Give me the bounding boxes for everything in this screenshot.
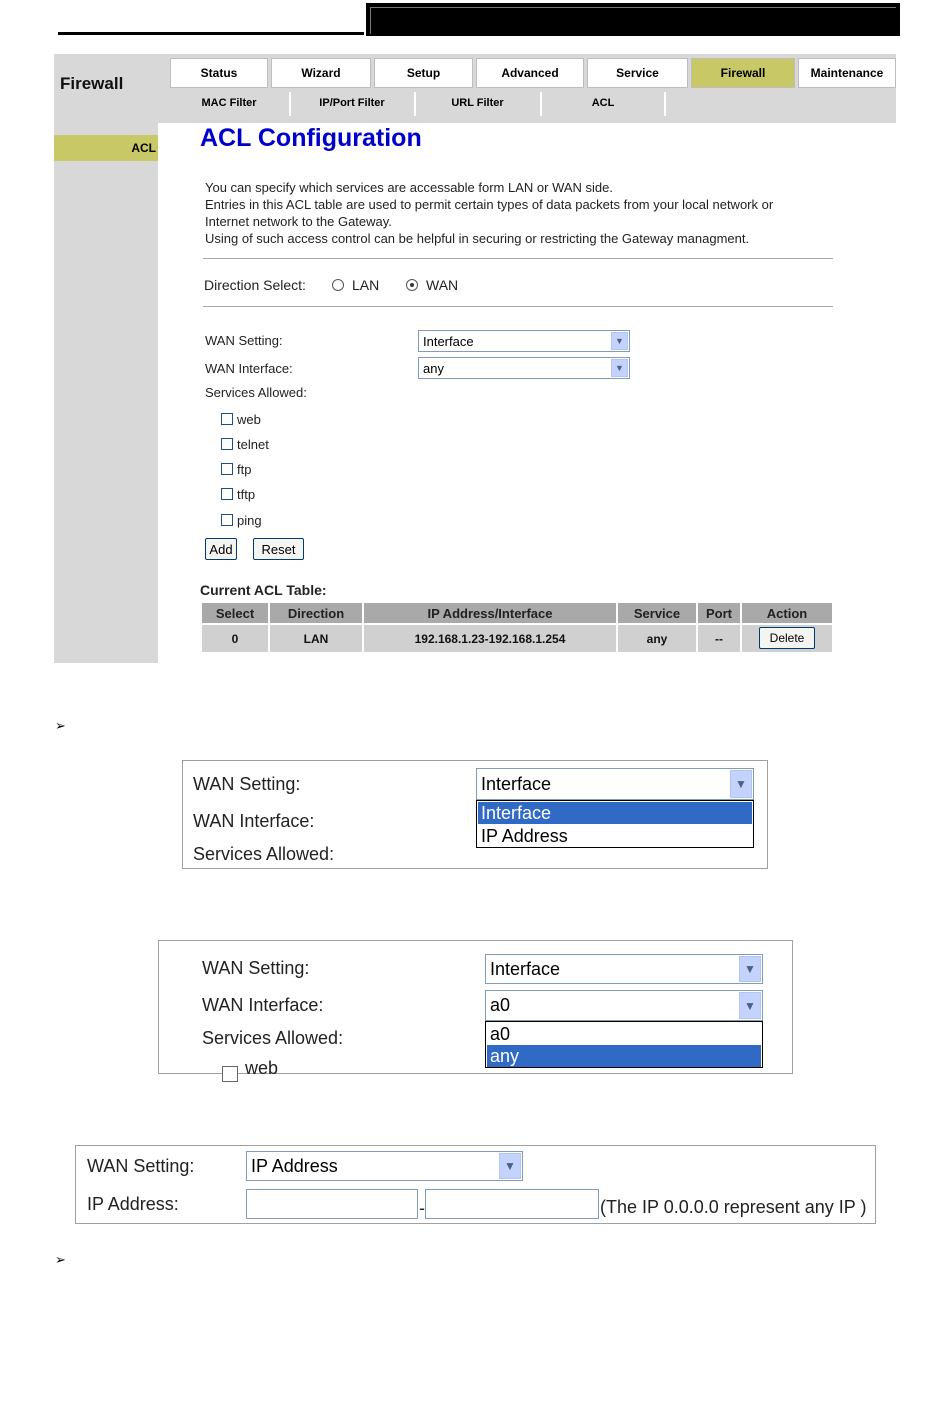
- ip-end-input[interactable]: [425, 1189, 599, 1219]
- description-line: Entries in this ACL table are used to permit certain types of data packets from your local network or: [205, 197, 774, 212]
- wan-interface-select[interactable]: [485, 990, 763, 1021]
- service-label: web: [237, 412, 261, 427]
- wan-interface-value: a0: [490, 995, 511, 1015]
- service-label: telnet: [237, 437, 269, 452]
- description-line: You can specify which services are accessable form LAN or WAN side.: [205, 180, 613, 195]
- radio-wan[interactable]: [406, 279, 418, 291]
- description-line: Using of such access control can be helpful in securing or restricting the Gateway managment.: [205, 231, 750, 246]
- wan-setting-select[interactable]: [246, 1151, 523, 1181]
- table-header: Service: [618, 603, 696, 623]
- chevron-down-icon[interactable]: ▼: [739, 956, 761, 982]
- service-checkbox-ftp[interactable]: [221, 463, 233, 475]
- divider: [203, 258, 833, 259]
- table-header: Select: [202, 603, 268, 623]
- description-line: Internet network to the Gateway.: [205, 214, 392, 229]
- reset-button[interactable]: Reset: [253, 538, 304, 560]
- service-label: ftp: [237, 462, 252, 477]
- table-cell-port: --: [698, 625, 740, 652]
- subtab-divider: [540, 92, 542, 116]
- tab-service[interactable]: Service: [587, 58, 688, 88]
- radio-lan-label: LAN: [352, 277, 380, 293]
- tab-setup[interactable]: Setup: [374, 58, 473, 88]
- service-checkbox-web[interactable]: [222, 1066, 238, 1082]
- chevron-down-icon[interactable]: ▼: [611, 332, 628, 350]
- acl-table-title: Current ACL Table:: [200, 582, 327, 598]
- header-bar-inner: [370, 7, 896, 34]
- wan-interface-label: WAN Interface:: [205, 361, 293, 376]
- table-header: Direction: [270, 603, 362, 623]
- subtab-url-filter[interactable]: URL Filter: [451, 97, 504, 109]
- header-rule: [58, 32, 364, 35]
- tab-status[interactable]: Status: [170, 58, 268, 88]
- chevron-down-icon[interactable]: ▼: [499, 1153, 521, 1179]
- wan-setting-label: WAN Setting:: [205, 333, 283, 348]
- table-cell-service: any: [618, 625, 696, 652]
- wan-setting-select[interactable]: [418, 330, 630, 352]
- table-cell-direction: LAN: [270, 625, 362, 652]
- bullet-arrow-icon: ➢: [55, 1252, 66, 1267]
- service-checkbox-tftp[interactable]: [221, 488, 233, 500]
- table-cell-ip: 192.168.1.23-192.168.1.254: [364, 625, 616, 652]
- wan-interface-label: WAN Interface:: [202, 995, 324, 1015]
- tab-wizard[interactable]: Wizard: [271, 58, 371, 88]
- dropdown-option-a0[interactable]: a0: [490, 1023, 511, 1044]
- wan-interface-label: WAN Interface:: [193, 811, 315, 831]
- delete-button[interactable]: Delete: [759, 627, 815, 649]
- wan-interface-value: any: [423, 360, 444, 376]
- sidebar-item-acl[interactable]: ACL: [54, 135, 158, 161]
- wan-setting-value: Interface: [481, 773, 552, 794]
- direction-label: Direction Select:: [204, 277, 306, 293]
- wan-interface-select[interactable]: [418, 357, 630, 379]
- subtab-acl[interactable]: ACL: [591, 97, 615, 109]
- service-label: tftp: [237, 487, 256, 502]
- wan-setting-value: Interface: [490, 958, 561, 979]
- chevron-down-icon[interactable]: ▼: [611, 359, 628, 377]
- add-button[interactable]: Add: [205, 538, 237, 560]
- cut-off-service-row: [159, 1058, 484, 1078]
- wan-setting-dropdown-list: [476, 800, 754, 848]
- wan-setting-value: Interface: [423, 333, 474, 349]
- dropdown-option-any[interactable]: any: [487, 1045, 761, 1067]
- subtab-divider: [289, 92, 291, 116]
- subtab-divider: [664, 92, 666, 116]
- subtab-ip-port-filter[interactable]: IP/Port Filter: [319, 97, 385, 109]
- service-label: ping: [237, 513, 262, 528]
- page-title: ACL Configuration: [200, 124, 422, 152]
- dropdown-option-ip-address[interactable]: IP Address: [481, 825, 568, 846]
- subtab-mac-filter[interactable]: MAC Filter: [201, 97, 257, 109]
- wan-setting-select[interactable]: [476, 768, 754, 800]
- chevron-down-icon[interactable]: ▼: [730, 770, 752, 798]
- service-label: web: [245, 1058, 279, 1078]
- ip-address-label: IP Address:: [87, 1194, 179, 1214]
- wan-setting-select[interactable]: [485, 954, 763, 984]
- services-label: Services Allowed:: [193, 844, 335, 864]
- wan-setting-label: WAN Setting:: [87, 1156, 195, 1176]
- sidebar: [54, 123, 158, 663]
- wan-setting-value: IP Address: [251, 1155, 338, 1176]
- services-label: Services Allowed:: [202, 1028, 344, 1048]
- wan-setting-label: WAN Setting:: [202, 958, 310, 978]
- radio-lan[interactable]: [332, 279, 344, 291]
- table-header: IP Address/Interface: [364, 603, 616, 623]
- ip-start-input[interactable]: [246, 1189, 418, 1219]
- service-checkbox-ping[interactable]: [221, 514, 233, 526]
- divider: [203, 306, 833, 307]
- tab-maintenance[interactable]: Maintenance: [798, 58, 896, 88]
- table-cell-select: 0: [202, 625, 268, 652]
- table-header: Action: [742, 603, 832, 623]
- radio-wan-label: WAN: [426, 277, 459, 293]
- tab-firewall[interactable]: Firewall: [691, 58, 795, 88]
- brand-label: Firewall: [60, 74, 124, 93]
- services-label: Services Allowed:: [205, 385, 307, 400]
- tab-advanced[interactable]: Advanced: [476, 58, 584, 88]
- chevron-down-icon[interactable]: ▼: [739, 992, 761, 1019]
- ip-note: (The IP 0.0.0.0 represent any IP ): [600, 1197, 867, 1217]
- bullet-arrow-icon: ➢: [55, 718, 66, 733]
- wan-interface-dropdown-list: [485, 1021, 763, 1068]
- dropdown-option-interface[interactable]: Interface: [478, 802, 752, 824]
- ip-range-dash: -: [419, 1198, 425, 1218]
- subtab-divider: [414, 92, 416, 116]
- table-header: Port: [698, 603, 740, 623]
- wan-setting-label: WAN Setting:: [193, 774, 301, 794]
- service-checkbox-telnet[interactable]: [221, 438, 233, 450]
- service-checkbox-web[interactable]: [221, 413, 233, 425]
